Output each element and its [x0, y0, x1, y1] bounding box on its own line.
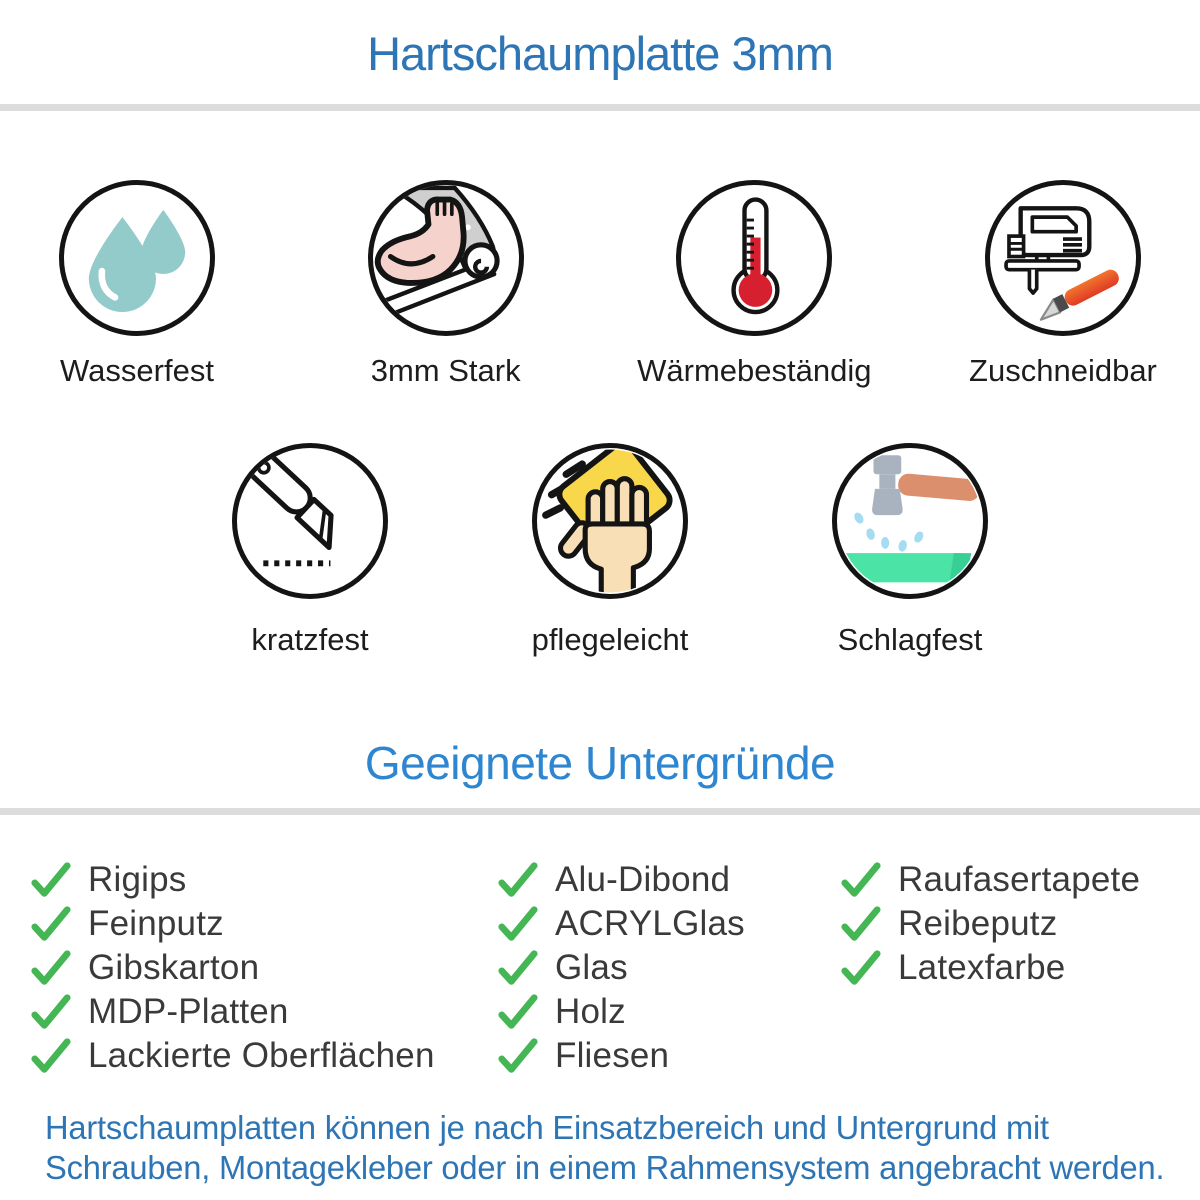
hammer-icon — [837, 448, 983, 594]
substrate-item — [497, 858, 840, 902]
checkmark-icon — [840, 903, 882, 945]
substrate-item — [840, 858, 1140, 902]
substrate-label: Raufasertapete — [898, 860, 1141, 899]
jigsaw-icon — [990, 185, 1136, 331]
checkmark-icon — [497, 947, 539, 989]
substrates-list — [0, 858, 1200, 1078]
substrate-label: Alu-Dibond — [555, 860, 731, 899]
substrates-column-2 — [497, 858, 840, 1078]
substrate-label: Holz — [555, 992, 626, 1031]
checkmark-icon — [497, 991, 539, 1033]
water-drops-icon — [64, 185, 210, 331]
substrate-label: Rigips — [88, 860, 187, 899]
feature-label: 3mm Stark — [370, 353, 521, 388]
feature-label: Zuschneidbar — [969, 353, 1157, 388]
thermometer-icon — [681, 185, 827, 331]
feature-circle — [532, 443, 688, 599]
divider-top — [0, 104, 1200, 111]
substrate-item — [30, 990, 497, 1034]
features-row-1 — [0, 180, 1200, 390]
checkmark-icon — [497, 1035, 539, 1077]
substrate-item — [840, 902, 1140, 946]
substrate-label: Gibskarton — [88, 948, 260, 987]
checkmark-icon — [30, 903, 72, 945]
checkmark-icon — [30, 859, 72, 901]
feature-3mm-stark — [366, 180, 526, 390]
substrate-item — [497, 1034, 840, 1078]
substrates-column-3 — [840, 858, 1140, 1078]
footer-line-2: Schrauben, Montagekleber oder in einem Rahmensystem angebracht werden. — [45, 1149, 1165, 1186]
checkmark-icon — [840, 947, 882, 989]
utility-knife-icon — [237, 448, 383, 594]
substrate-item — [30, 1034, 497, 1078]
feature-schlagfest — [830, 443, 990, 659]
substrate-item — [497, 902, 840, 946]
feature-label: Wasserfest — [60, 353, 214, 388]
feature-circle — [985, 180, 1141, 336]
feature-label: kratzfest — [251, 622, 369, 657]
cleaning-hand-icon — [537, 448, 683, 594]
checkmark-icon — [497, 859, 539, 901]
feature-label: pflegeleicht — [531, 622, 689, 657]
feature-kratzfest — [230, 443, 390, 659]
flexed-arm-icon — [373, 185, 519, 331]
cutter-knife — [1035, 267, 1122, 322]
substrate-item — [30, 858, 497, 902]
substrates-column-1 — [30, 858, 497, 1078]
substrate-item — [497, 946, 840, 990]
checkmark-icon — [30, 947, 72, 989]
substrate-item — [30, 946, 497, 990]
feature-circle — [368, 180, 524, 336]
feature-label: Wärmebeständig — [637, 353, 872, 388]
footer-line-1: Hartschaumplatten können je nach Einsatzbereich und Untergrund mit — [45, 1109, 1049, 1146]
feature-circle — [676, 180, 832, 336]
feature-pflegeleicht — [530, 443, 690, 659]
feature-circle — [832, 443, 988, 599]
section-title: Geeignete Untergründe — [364, 737, 836, 789]
feature-circle — [232, 443, 388, 599]
substrate-item — [497, 990, 840, 1034]
feature-zuschneidbar — [969, 180, 1157, 390]
substrate-item — [30, 902, 497, 946]
substrate-item — [840, 946, 1140, 990]
substrate-label: Lackierte Oberflächen — [88, 1036, 435, 1075]
substrate-label: Reibeputz — [898, 904, 1058, 943]
feature-wasserfest — [57, 180, 217, 390]
footer-note — [45, 1108, 1188, 1188]
feature-label: Schlagfest — [837, 622, 983, 657]
substrate-label: Glas — [555, 948, 628, 987]
features-row-2 — [0, 443, 1200, 659]
divider-substrates — [0, 808, 1200, 815]
checkmark-icon — [30, 1035, 72, 1077]
substrate-label: ACRYLGlas — [555, 904, 745, 943]
substrate-label: Fliesen — [555, 1036, 670, 1075]
substrate-label: Feinputz — [88, 904, 224, 943]
feature-circle — [59, 180, 215, 336]
page-title: Hartschaumplatte 3mm — [367, 27, 833, 80]
checkmark-icon — [497, 903, 539, 945]
feature-waermebestaendig — [637, 180, 872, 390]
checkmark-icon — [840, 859, 882, 901]
substrate-label: MDP-Platten — [88, 992, 289, 1031]
checkmark-icon — [30, 991, 72, 1033]
substrate-label: Latexfarbe — [898, 948, 1066, 987]
